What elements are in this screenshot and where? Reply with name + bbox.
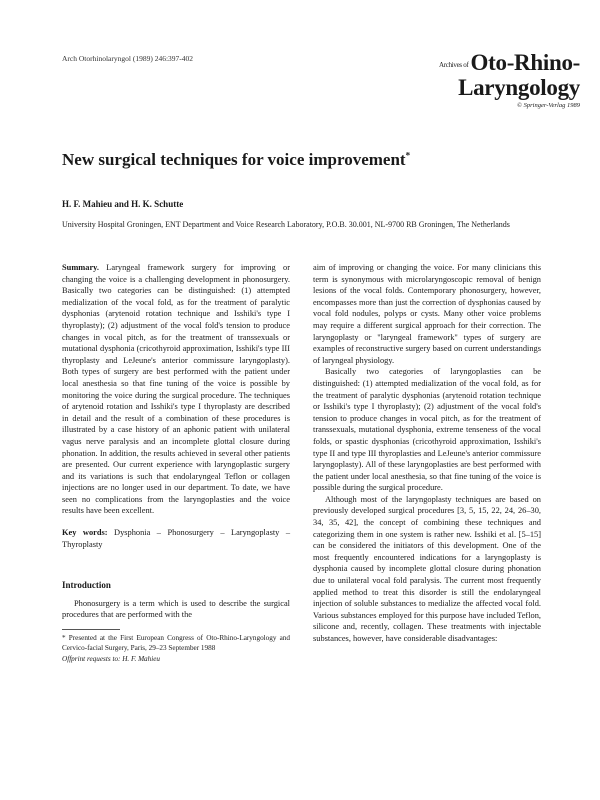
body-paragraph-2: Basically two categories of laryngoplasties can be distinguished: (1) attempted medialization of the vocal fold, as for the treatment of paralytic dysphonias (arytenoid rotation technique or Isshiki's type I thyroplasty); (2) adjustment of the vocal fold's tension to produce changes in vocal pitch, as for the treatment of transsexuals, mutational dysphonia, extreme tenseness of the vocal folds, or spastic dysphonias (cricothyroid approximation, Isshiki's type II and type III thyroplasties and LeJeune's anterior commissure laryngoplasty). All of these laryngoplasties are best performed with the patient under local anesthesia, so that fine tuning of the voice is possible during the surgical procedure. (313, 367, 541, 493)
keywords-text: Dysphonia – Phonosurgery – Laryngoplasty – Thyroplasty (62, 528, 291, 549)
publisher-copyright: © Springer-Verlag 1989 (517, 101, 580, 109)
summary-label: Summary. (62, 263, 99, 272)
body-paragraph-1: aim of improving or changing the voice. For many clinicians this term is synonymous with microlaryngoscopic removal of benign lesions of the vocal folds. Contemporary phonosurgery, however, encompasses more than just the correction of dysphonias caused by vocal fold nodules, polyps or cysts. Many other voice problems may require a different surgical approach for their correction. The laryngoplasty or "laryngeal framework" types of surgery are examples of reconstructive surgery based on current understandings of laryngeal physiology. (313, 263, 541, 365)
journal-logo-line2: Laryngology (458, 74, 580, 100)
article-authors: H. F. Mahieu and H. K. Schutte (62, 199, 184, 209)
title-footnote-marker: * (405, 150, 411, 161)
introduction-heading: Introduction (62, 580, 111, 591)
summary-text: Laryngeal framework surgery for improving or changing the voice is a challenging development in phonosurgery. Basically two categories can be distinguished: (1) attempted medialization of the vocal fold, as for the treatment of paralytic dysphonias (arytenoid rotation technique and Isshiki's type I thyroplasty); (2) adjustment of the vocal fold's tension to produce changes in vocal pitch, as for the treatment of transsexuals or mutational dysphonia (cricothyroid approximation, Isshiki's type III thyroplasty and LeJeune's anterior commissure laryngoplasty). Both types of surgery are best performed with the patient under local anesthesia so that fine tuning of the voice is possible by monitoring the voice during the surgical procedure. The techniques of arytenoid rotation and Isshiki's type I thyroplasty are described in detail and the result of a combination of these procedures is illustrated by a case history of an aphonic patient with unilateral vagus nerve paralysis and an incomplete glottal closure during phonation. In addition, the results achieved in several other patients are presented. Our current experience with laryngoplastic surgery and its variations is such that endolaryngeal Teflon or collagen injections are no longer used in our department. To date, we have seen no complications from the laryngoplasties and the voice results have been excellent. (62, 263, 291, 516)
article-title: New surgical techniques for voice improvement (62, 150, 406, 169)
right-column (313, 262, 541, 645)
journal-logo-name1: Oto-Rhino- (470, 50, 580, 75)
summary-paragraph (62, 262, 290, 517)
keywords-paragraph (62, 527, 290, 550)
article-affiliation: University Hospital Groningen, ENT Department and Voice Research Laboratory, P.O.B. 30.001, NL-9700 RB Groningen, The Netherlands (62, 220, 510, 229)
left-column (62, 262, 290, 665)
journal-logo-line1 (420, 52, 580, 76)
body-paragraph-3: Although most of the laryngoplasty techniques are based on previously developed surgical procedures [3, 5, 15, 22, 24, 26–30, 34, 35, 42], the concept of combining these techniques and categorizing them in one system is rather new. Isshiki et al. [5–15] can be considered the initiators of this development. One of the most frequently encountered indications for a laryngoplasty is dysphonia caused by incomplete glottal closure during phonation due to unilateral vocal fold paralysis. The current most frequently applied method to treat this disorder is still the endolaryngeal injection of soluble substances to medialize the affected vocal fold. Various substances employed for this purpose have included Teflon, silicone and, recently, collagen. These treatments with injectable substances, however, have considerable disadvantages: (313, 494, 541, 643)
journal-logo-prefix: Archives of (438, 60, 469, 69)
footnote-reprints: Offprint requests to: H. F. Mahieu (62, 655, 161, 664)
footnote-divider (62, 629, 120, 630)
journal-logo (420, 52, 580, 109)
keywords-label: Key words: (62, 528, 108, 538)
journal-citation: Arch Otorhinolaryngol (1989) 246:397-402 (62, 54, 194, 63)
article-title-block (62, 150, 410, 170)
footnote-presented: * Presented at the First European Congress of Oto-Rhino-Laryngology and Cervico-facial Surgery, Paris, 29–23 September 1988 (62, 634, 290, 652)
introduction-text: Phonosurgery is a term which is used to describe the surgical procedures that are performed with the (62, 598, 290, 620)
